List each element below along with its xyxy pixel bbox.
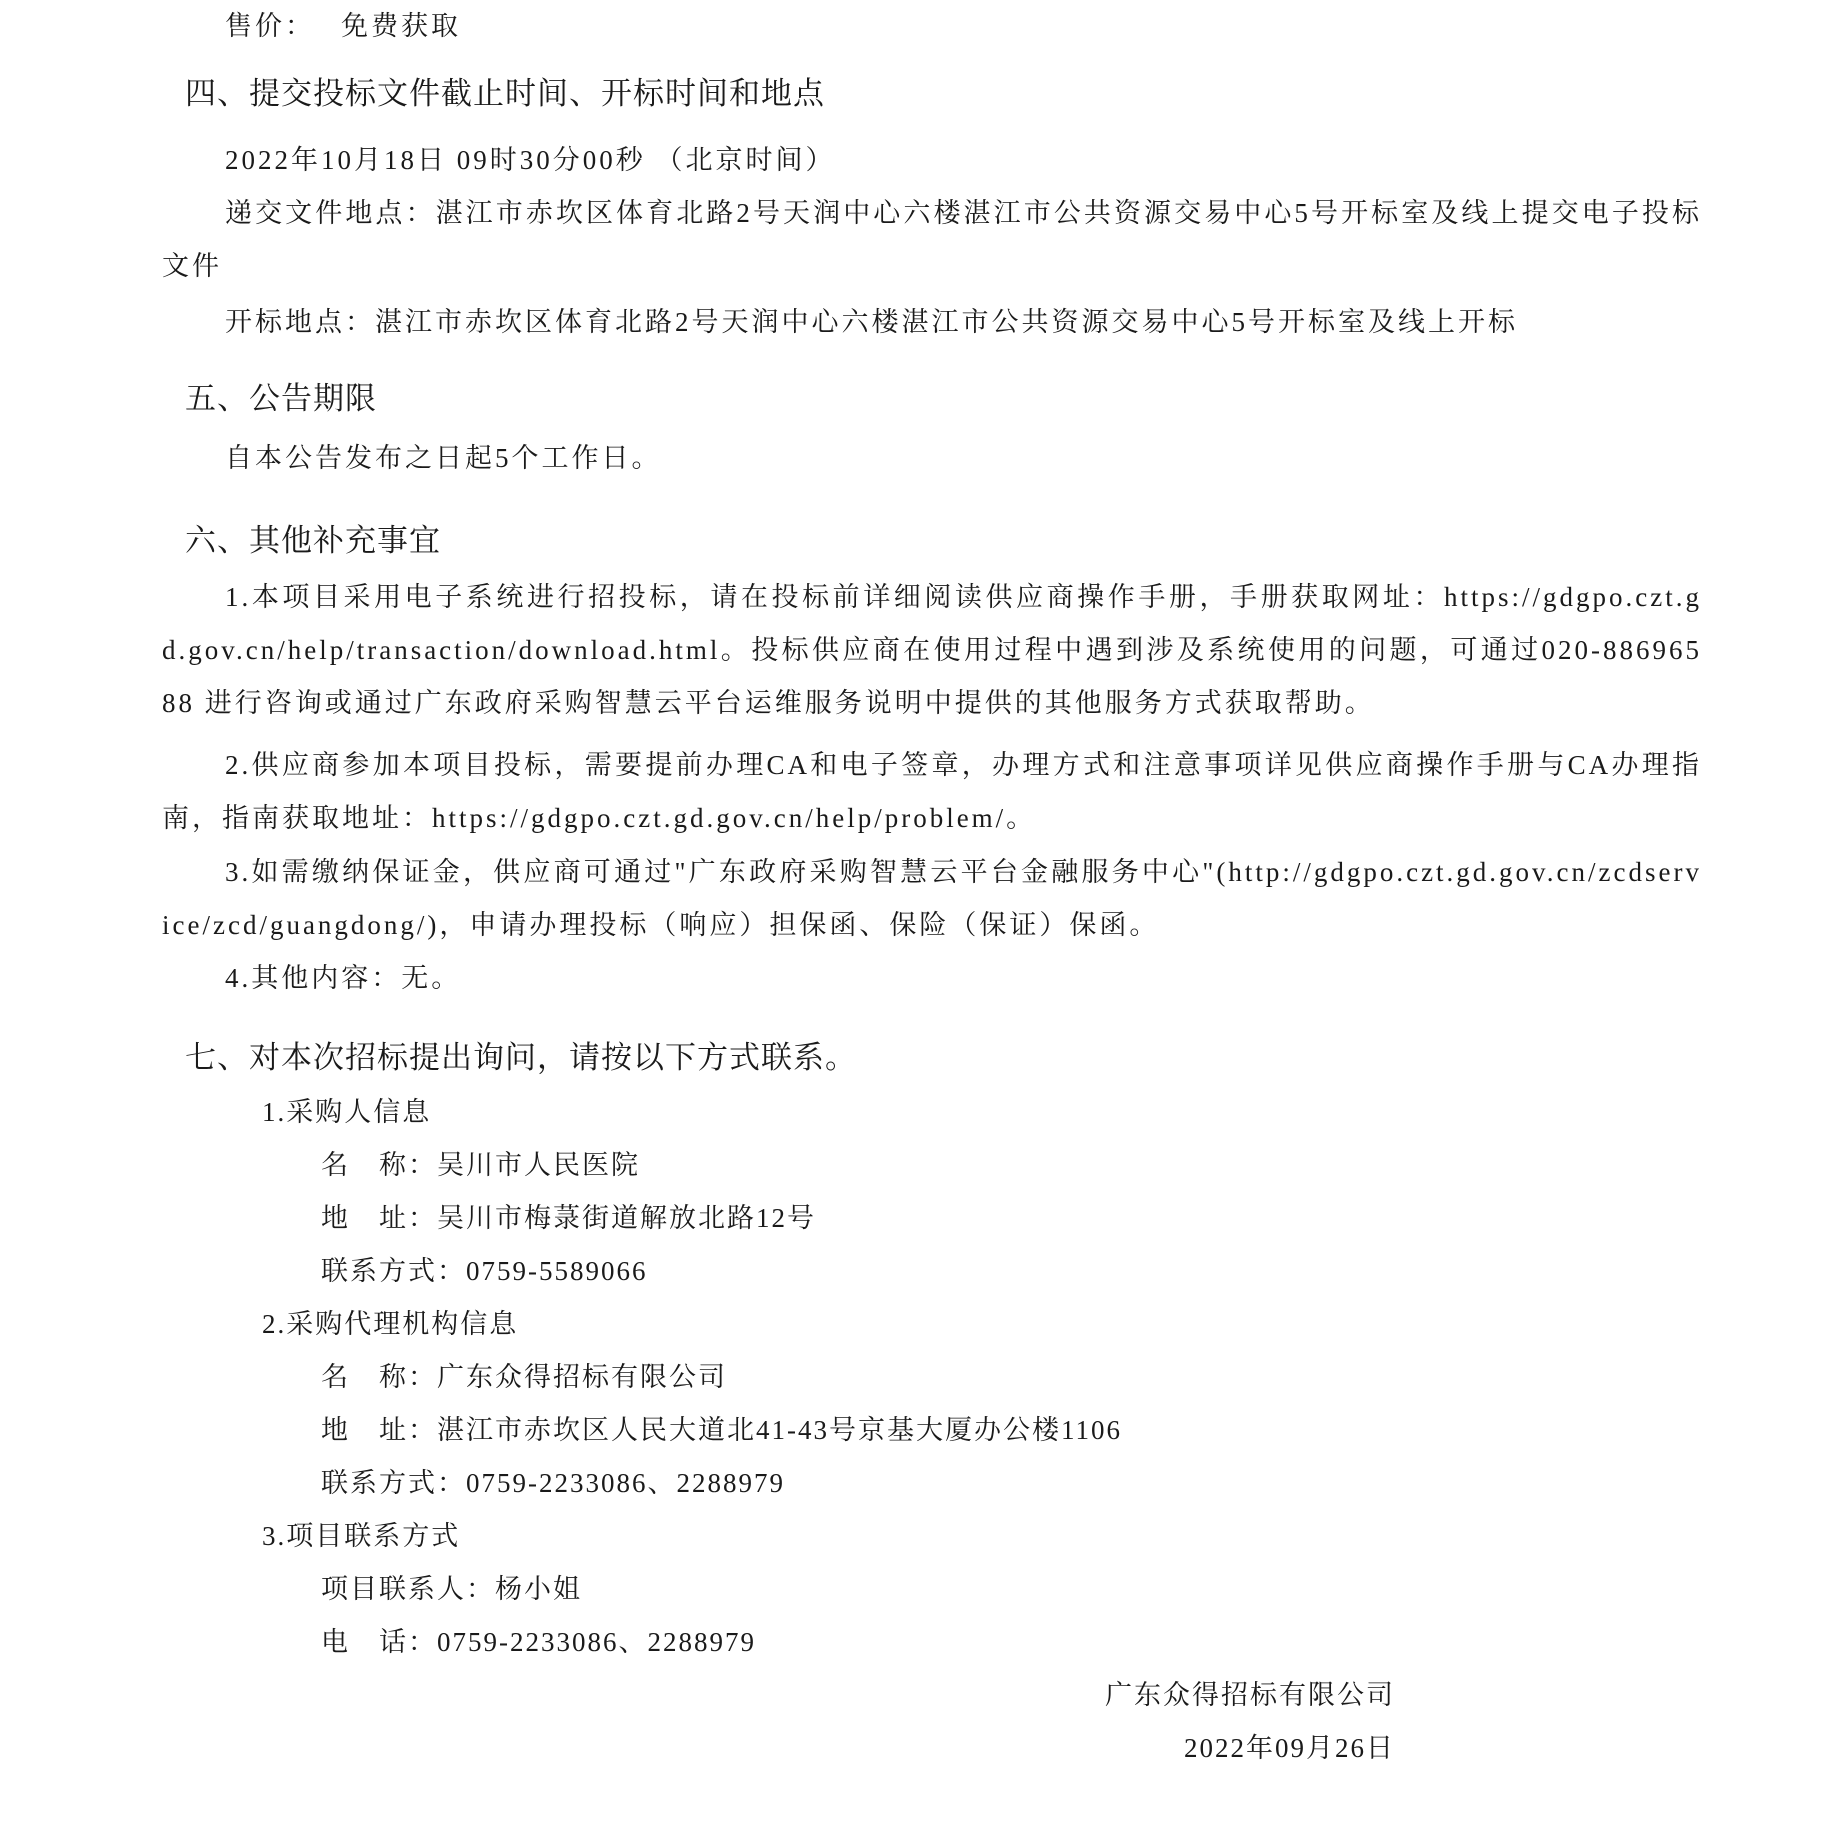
purchaser-name: 名 称：吴川市人民医院: [321, 1150, 640, 1180]
section6-heading: 六、其他补充事宜: [185, 523, 441, 558]
agency-address: 地 址：湛江市赤坎区人民大道北41-43号京基大厦办公楼1106: [321, 1415, 1122, 1445]
section5-body: 自本公告发布之日起5个工作日。: [225, 443, 662, 473]
section6-item1: 1.本项目采用电子系统进行招投标，请在投标前详细阅读供应商操作手册，手册获取网址：https://gdgpo.czt.gd.gov.cn/help/transaction/download.html。投标供应商在使用过程中遇到涉及系统使用的问题，可通过020-88696588 进行咨询或通过广东政府采购智慧云平台运维服务说明中提供的其他服务方式获取帮助。: [162, 582, 1702, 718]
section4-open-place: 开标地点：湛江市赤坎区体育北路2号天润中心六楼湛江市公共资源交易中心5号开标室及线上开标: [225, 307, 1518, 337]
signature-company: 广东众得招标有限公司: [1105, 1680, 1395, 1710]
project-contact-phone: 电 话：0759-2233086、2288979: [321, 1627, 756, 1657]
purchaser-title: 1.采购人信息: [262, 1097, 432, 1127]
price-value: 免费获取: [341, 11, 461, 41]
section6-item2: 2.供应商参加本项目投标，需要提前办理CA和电子签章，办理方式和注意事项详见供应商操作手册与CA办理指南，指南获取地址：https://gdgpo.czt.gd.gov.cn/help/problem/。: [162, 750, 1702, 833]
agency-name: 名 称：广东众得招标有限公司: [321, 1362, 727, 1392]
project-contact-title: 3.项目联系方式: [262, 1521, 461, 1551]
section5-heading: 五、公告期限: [185, 381, 377, 416]
price-label: 售价：: [225, 11, 315, 41]
purchaser-contact: 联系方式：0759-5589066: [321, 1256, 648, 1286]
section4-submit-place: 递交文件地点：湛江市赤坎区体育北路2号天润中心六楼湛江市公共资源交易中心5号开标室及线上提交电子投标文件: [162, 198, 1702, 281]
section4-heading: 四、提交投标文件截止时间、开标时间和地点: [185, 76, 825, 111]
section4-deadline: 2022年10月18日 09时30分00秒 （北京时间）: [225, 145, 836, 175]
agency-title: 2.采购代理机构信息: [262, 1309, 519, 1339]
purchaser-address: 地 址：吴川市梅菉街道解放北路12号: [321, 1203, 816, 1233]
section6-item4: 4.其他内容：无。: [225, 963, 462, 993]
section6-item3: 3.如需缴纳保证金，供应商可通过"广东政府采购智慧云平台金融服务中心"(http://gdgpo.czt.gd.gov.cn/zcdservice/zcd/guangdong/)，申请办理投标（响应）担保函、保险（保证）保函。: [162, 857, 1702, 940]
price-line: [162, 0, 1702, 53]
signature-date: 2022年09月26日: [1184, 1733, 1395, 1763]
section7-heading: 七、对本次招标提出询问，请按以下方式联系。: [185, 1040, 857, 1075]
agency-contact: 联系方式：0759-2233086、2288979: [321, 1468, 785, 1498]
project-contact-person: 项目联系人：杨小姐: [321, 1574, 582, 1604]
